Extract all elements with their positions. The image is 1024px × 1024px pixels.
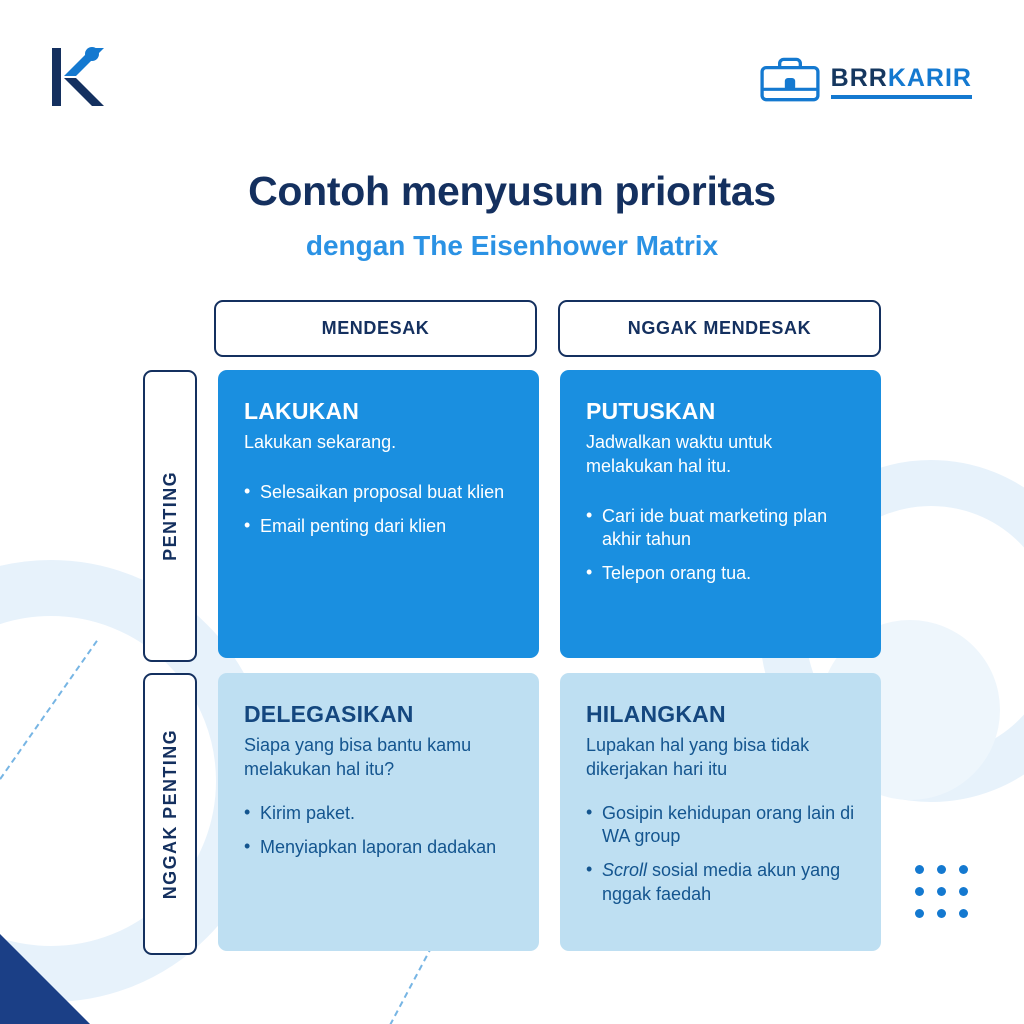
quadrant-delete-list — [586, 802, 855, 907]
corner-triangle — [0, 934, 90, 1024]
dot-grid — [915, 865, 981, 931]
brand-name — [831, 64, 972, 99]
quadrant-delegate-description: Siapa yang bisa bantu kamu melakukan hal itu? — [244, 735, 472, 779]
brand-name-part2: KARIR — [887, 64, 972, 92]
list-item: • Cari ide buat marketing plan akhir tahun — [586, 505, 855, 552]
briefcase-icon — [759, 55, 821, 108]
row-label-not-important — [143, 673, 197, 955]
quadrant-delegate — [218, 673, 539, 951]
list-item: • Selesaikan proposal buat klien — [244, 481, 513, 504]
quadrant-delegate-heading: DELEGASIKAN — [244, 701, 414, 727]
column-header-not-urgent: NGGAK MENDESAK — [558, 300, 881, 357]
quadrant-delete-description: Lupakan hal yang bisa tidak dikerjakan hari itu — [586, 735, 810, 779]
quadrant-decide-heading: PUTUSKAN — [586, 398, 716, 424]
quadrant-decide — [560, 370, 881, 658]
quadrant-decide-list — [586, 505, 855, 586]
quadrant-delete — [560, 673, 881, 951]
letter-k-logo — [48, 42, 112, 112]
brand-logo — [759, 55, 972, 108]
row-label-important — [143, 370, 197, 662]
list-item: • Gosipin kehidupan orang lain di WA group — [586, 802, 855, 849]
list-item: • Kirim paket. — [244, 802, 513, 825]
matrix-row-important — [143, 370, 881, 662]
quadrant-delete-heading: HILANGKAN — [586, 701, 726, 727]
list-item: • Email penting dari klien — [244, 515, 513, 538]
quadrant-decide-description: Jadwalkan waktu untuk melakukan hal itu. — [586, 432, 773, 476]
quadrant-do-description: Lakukan sekarang. — [244, 432, 397, 452]
list-item: • Scroll sosial media akun yang nggak faedah — [586, 859, 855, 906]
list-item: • Menyiapkan laporan dadakan — [244, 836, 513, 859]
quadrant-do — [218, 370, 539, 658]
page-title: Contoh menyusun prioritas — [248, 168, 776, 214]
quadrant-delegate-list — [244, 802, 513, 860]
list-item: • Telepon orang tua. — [586, 562, 855, 585]
row-label-not-important-text: NGGAK PENTING — [159, 728, 180, 900]
matrix-row-not-important — [143, 673, 881, 955]
eisenhower-matrix — [143, 300, 881, 955]
brand-name-part1: BRR — [830, 64, 888, 92]
quadrant-do-list — [244, 481, 513, 539]
page-subtitle: dengan The Eisenhower Matrix — [305, 230, 719, 261]
column-headers — [214, 300, 881, 357]
column-header-urgent: MENDESAK — [214, 300, 537, 357]
quadrant-do-heading: LAKUKAN — [244, 398, 360, 424]
row-label-important-text: PENTING — [159, 471, 180, 561]
